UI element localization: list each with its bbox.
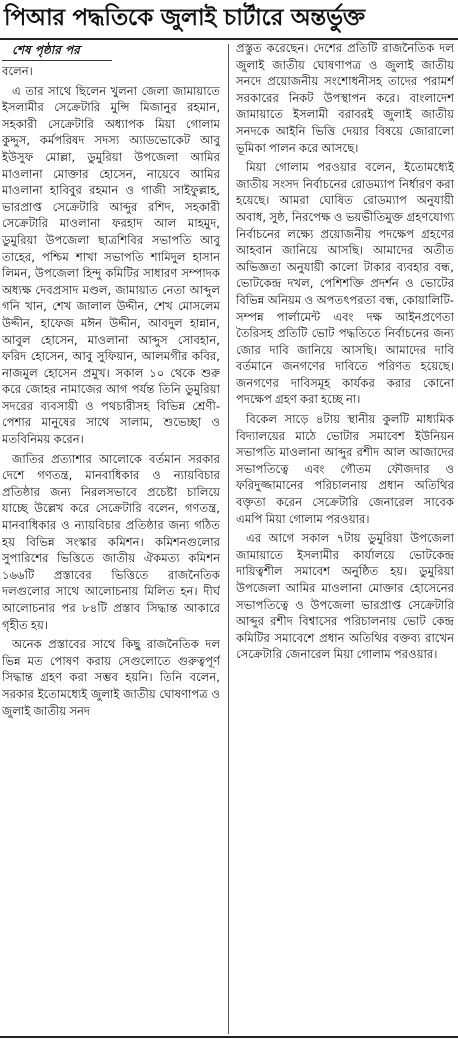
paragraph: এ তার সাথে ছিলেন খুলনা জেলা জামায়াতে ইসলামীর সেক্রেটারি মুন্সি মিজানুর রহমান, সহকারী সেক্রেটারি অধ্যাপক মিয়া গোলাম কুদ্দুস, কর্মপরিষদ সদস্য অ্যাডভোকেট আবু ইউসুফ মোল্লা, ডুমুরিয়া উপজেলা আমির মাওলানা মোক্তার হোসেন, নায়েবে আমির মাওলানা হাবিবুর রহমান ও গাজী সাইফুল্লাহ, ভারপ্রাপ্ত সেক্রেটারি আব্দুর রশিদ, সহকারী সেক্রেটারি মাওলানা ফরহাদ আল মাহমুদ, ডুমুরিয়া উপজেলা ছাত্রশিবির সভাপতি আবু তাহের, পশ্চিম শাখা সভাপতি শামিদুল হাসান লিমন, উপজেলা হিন্দু কমিটির সাধারণ সম্পাদক অধ্যক্ষ দেবপ্রসাদ মণ্ডল, জামায়াত নেতা আব্দুল গনি খান, শেখ জালাল উদ্দীন, শেখ মোসলেম উদ্দীন, হাফেজ মঈন উদ্দীন, আবদুল হান্নান, আবুল হোসেন, মাওলানা আব্দুস সোবহান, ফরিদ হোসেন, আবু সুফিয়ান, আলমগীর কবির, নাজমুল হোসেন প্রমুখ। সকাল ১০ থেকে শুরু করে জোহর নামাজের আগ পর্যন্ত তিনি ডুমুরিয়া সদরের ব্যবসায়ী ও পথচারীসহ বিভিন্ন শ্রেণী-পেশার মানুষের সাথে সালাম, শুভেচ্ছা ও মতবিনিময় করেন।: [2, 83, 220, 447]
paragraph: এর আগে সকাল ৭টায় ডুমুরিয়া উপজেলা জামায়াতে ইসলামীর কার্যালয়ে ভোটকেন্দ্র দায়িত্বশীল সমাবেশ অনুষ্ঠিত হয়। ডুমুরিয়া উপজেলা আমির মাওলানা মোক্তার হোসেনের সভাপতিত্বে ও উপজেলা ভারপ্রাপ্ত সেক্রেটারি আব্দুর রশীদ বিশ্বাসের পরিচালনায় ভোট কেন্দ্র কমিটির সমাবেশে প্রধান অতিথির বক্তব্য রাখেন সেক্রেটারি জেনারেল মিয়া গোলাম পরওয়ার।: [236, 531, 454, 662]
continuation-label: শেষ পৃষ্ঠার পর: [12, 43, 80, 57]
headline: পিআর পদ্ধতিকে জুলাই চার্টারে অন্তর্ভুক্ত: [4, 5, 365, 31]
paragraph: বিকেল সাড়ে ৪টায় স্থানীয় কুলটি মাধ্যমিক বিদ্যালয়ের মাঠে ভোটার সমাবেশ ইউনিয়ন সভাপতি মাওলানা আব্দুর রশীদ আল আজাদের সভাপতিত্বে এবং গৌতম ফৌজদার ও ফরিদুজ্জামানের পরিচালনায় প্রধান অতিথির বক্তৃতা করেন সেক্রেটারি জেনারেল সাবেক এমপি মিয়া গোলাম পরওয়ার।: [236, 412, 454, 526]
continuation-rule: [2, 60, 112, 61]
paragraph: বলেন।: [2, 64, 33, 78]
paragraph: মিয়া গোলাম পরওয়ার বলেন, ইতোমধ্যেই জাতীয় সংসদ নির্বাচনের রোডম্যাপ নির্ধারণ করা হয়েছে। আমরা ঘোষিত রোডম্যাপ অনুযায়ী অবাধ, সুষ্ঠ, নিরপেক্ষ ও ভয়ভীতিমুক্ত গ্রহণযোগ্য নির্বাচনের লক্ষ্যে প্রয়োজনীয় পদক্ষেপ গ্রহণের আহবান জানিয়ে আসছি। আমাদের অতীত অভিজ্ঞতা অনুযায়ী কালো টাকার ব্যবহার বন্ধ, ভোটকেন্দ্র দখল, পেশিশক্তি প্রদর্শন ও ভোটের বিভিন্ন অনিয়ম ও অপতৎপরতা বন্ধ, কোয়ালিটি-সম্পন্ন পার্লামেন্ট এবং দক্ষ আইনপ্রণেতা তৈরিসহ প্রতিটি ভোট পদ্ধতিতে নির্বাচনের জন্য জোর দাবি জানিয়ে আসছি। আমাদের দাবি বর্তমানে জনগণের দাবিতে পরিণত হয়েছে। জনগণের দাবিসমূহ কার্যকর করার কোনো পদক্ষেপ গ্রহণ করা হচ্ছে না।: [236, 160, 454, 407]
paragraph: জাতির প্রত্যাশার আলোকে বর্তমান সরকার দেশে গণতন্ত্র, মানবাধিকার ও ন্যায়বিচার প্রতিষ্ঠার জন্য নিরলসভাবে প্রচেষ্টা চালিয়ে যাচ্ছে উল্লেখ করে সেক্রেটারি বলেন, গণতন্ত্র, মানবাধিকার ও ন্যায়বিচার প্রতিষ্ঠার জন্য গঠিত হয় বিভিন্ন সংস্কার কমিশন। কমিশনগুলোর সুপারিশের ভিত্তিতে জাতীয় ঐকমত্য কমিশন ১৬৬টি প্রস্তাবের ভিত্তিতে রাজনৈতিক দলগুলোর সাথে আলোচনায় মিলিত হন। দীর্ঘ আলোচনার পর ৮৪টি প্রস্তাব সিদ্ধান্ত আকারে গৃহীত হয়।: [2, 451, 220, 632]
bottom-rule: [0, 1036, 458, 1038]
column-divider: [228, 44, 229, 1034]
right-column: [236, 40, 454, 1036]
left-column: [2, 40, 220, 1036]
paragraph: প্রস্তুত করেছেন। দেশের প্রতিটি রাজনৈতিক দল জুলাই জাতীয় ঘোষণাপত্র ও জুলাই জাতীয় সনদে প্রয়োজনীয় সংশোধনীসহ তাদের পরামর্শ সরকারের নিকট উপস্থাপন করে। বাংলাদেশ জামায়াতে ইসলামী বরাবরই জুলাই জাতীয় সনদকে আইনি ভিত্তি দেয়ার বিষয়ে জোরালো ভূমিকা পালন করে আসছে।: [236, 41, 454, 155]
paragraph: অনেক প্রস্তাবের সাথে কিছু রাজনৈতিক দল ভিন্ন মত পোষণ করায় সেগুলোতে গুরুত্বপূর্ণ সিদ্ধান্ত গ্রহণ করা সম্ভব হয়নি। তিনি বলেন, সরকার ইতোমধ্যেই জুলাই জাতীয় ঘোষণাপত্র ও জুলাই জাতীয় সনদ: [2, 637, 220, 718]
